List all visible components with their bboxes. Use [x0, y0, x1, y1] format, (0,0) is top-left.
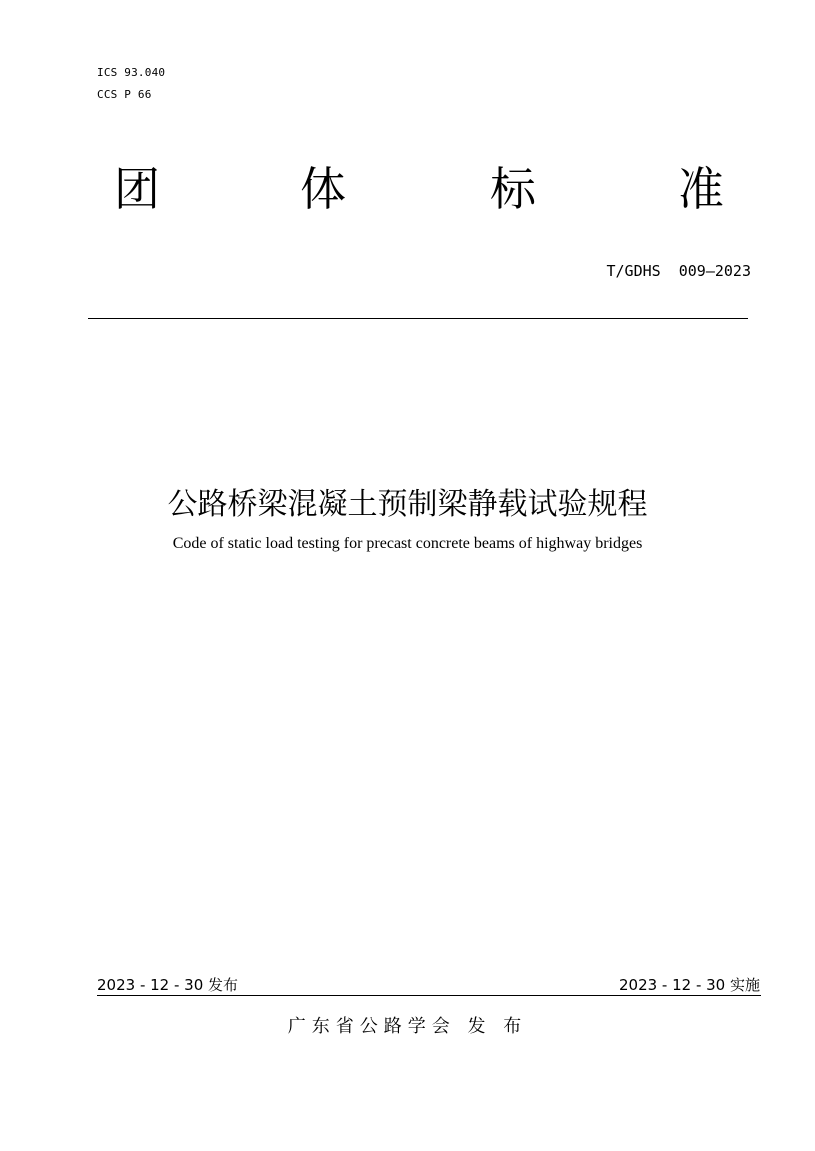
- bottom-divider: [97, 995, 761, 996]
- issue-date: 2023 - 12 - 30 发布: [97, 976, 239, 994]
- ccs-code: CCS P 66: [97, 88, 152, 101]
- standard-type-char-2: 体: [300, 162, 346, 216]
- publisher: 广东省公路学会 发 布: [287, 1016, 528, 1037]
- standard-type-char-3: 标: [490, 162, 536, 216]
- standard-type-char-4: 准: [678, 162, 724, 216]
- title-english: Code of static load testing for precast concrete beams of highway bridges: [172, 535, 643, 552]
- ics-code: ICS 93.040: [97, 66, 166, 79]
- top-divider: [88, 318, 748, 319]
- standard-type-char-1: 团: [114, 162, 160, 216]
- implementation-date: 2023 - 12 - 30 实施: [618, 976, 760, 994]
- title-chinese: 公路桥梁混凝土预制梁静载试验规程: [167, 487, 648, 522]
- standard-number: T/GDHS 009—2023: [606, 262, 751, 280]
